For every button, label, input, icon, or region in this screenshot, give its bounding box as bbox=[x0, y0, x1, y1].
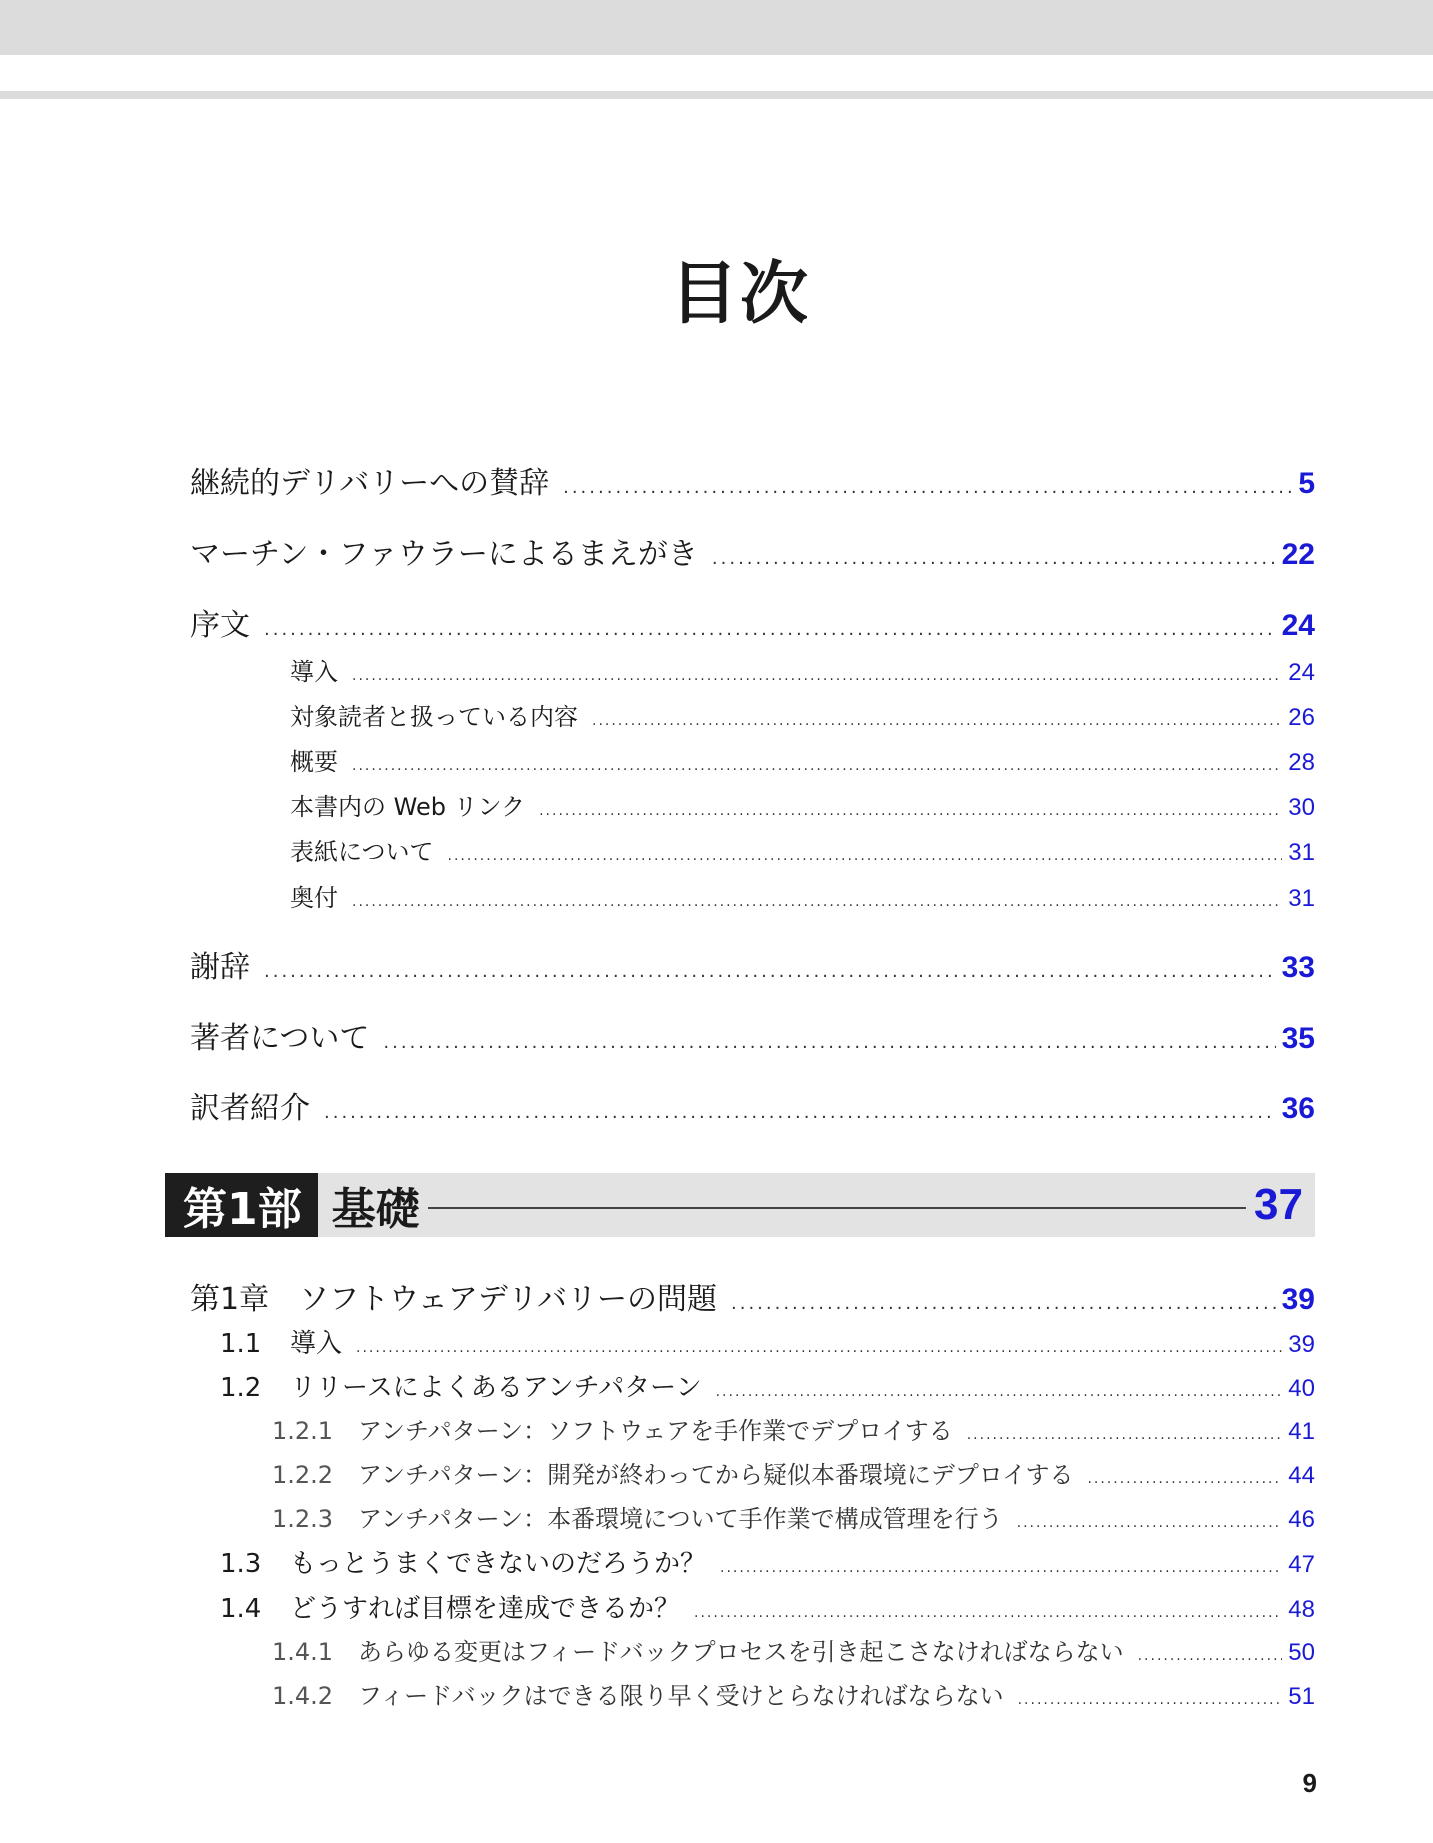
toc-entry-page: 5 bbox=[1298, 467, 1315, 500]
toc-entry-page: 33 bbox=[1281, 951, 1315, 984]
toc-entry[interactable] bbox=[190, 942, 1315, 986]
section-page: 39 bbox=[1288, 1331, 1315, 1358]
toc-entry[interactable] bbox=[190, 1013, 1315, 1057]
subsection-label: あらゆる変更はフィードバックプロセスを引き起こさなければならない bbox=[358, 1638, 1124, 1666]
toc-subentry[interactable] bbox=[290, 832, 1315, 867]
chapter-label: 第1章 ソフトウェアデリバリーの問題 bbox=[190, 1282, 717, 1317]
toc-subsection[interactable] bbox=[272, 1411, 1315, 1446]
part-rule bbox=[428, 1207, 1246, 1209]
subsection-page: 50 bbox=[1288, 1639, 1315, 1666]
subsection-label: アンチパターン：開発が終わってから疑似本番環境にデプロイする bbox=[358, 1461, 1074, 1489]
toc-subsection[interactable] bbox=[272, 1632, 1315, 1667]
toc-entry-label: 導入 bbox=[290, 658, 338, 686]
toc-section[interactable] bbox=[220, 1323, 1315, 1360]
toc-entry-page: 30 bbox=[1288, 794, 1315, 821]
toc-entry-page: 24 bbox=[1281, 609, 1315, 642]
dot-leader bbox=[731, 1293, 1276, 1314]
dot-leader bbox=[352, 668, 1282, 684]
toc-entry-page: 31 bbox=[1288, 885, 1315, 912]
dot-leader bbox=[1017, 1515, 1283, 1531]
subsection-label: アンチパターン：本番環境について手作業で構成管理を行う bbox=[358, 1505, 1003, 1533]
part-heading[interactable] bbox=[165, 1173, 1315, 1237]
toc-entry-label: 本書内の Web リンク bbox=[290, 793, 526, 821]
section-label: もっとうまくできないのだろうか？ bbox=[290, 1549, 707, 1579]
toc-subentry[interactable] bbox=[290, 787, 1315, 822]
toc-entry-label: 概要 bbox=[290, 748, 338, 776]
dot-leader bbox=[539, 803, 1282, 819]
dot-leader bbox=[694, 1605, 1282, 1621]
toc-entry-page: 36 bbox=[1281, 1092, 1315, 1125]
dot-leader bbox=[383, 1032, 1275, 1053]
toc-entry-label: 著者について bbox=[190, 1021, 370, 1056]
subsection-page: 51 bbox=[1288, 1683, 1315, 1710]
dot-leader bbox=[448, 848, 1283, 864]
section-label: どうすれば目標を達成できるか？ bbox=[290, 1594, 681, 1624]
subsection-page: 41 bbox=[1288, 1418, 1315, 1445]
toc-entry-page: 28 bbox=[1288, 749, 1315, 776]
toc-entry[interactable] bbox=[190, 529, 1315, 573]
toc-subsection[interactable] bbox=[272, 1499, 1315, 1534]
toc-subentry[interactable] bbox=[290, 742, 1315, 777]
subsection-number: 1.2.3 bbox=[272, 1505, 334, 1533]
toc-entry-page: 35 bbox=[1281, 1022, 1315, 1055]
toc-entry-label: 奥付 bbox=[290, 884, 338, 912]
section-label: リリースによくあるアンチパターン bbox=[290, 1373, 702, 1403]
toc-entry[interactable] bbox=[190, 458, 1315, 502]
toc-entry-page: 26 bbox=[1288, 704, 1315, 731]
part-title: 基礎 bbox=[331, 1184, 420, 1235]
toc-entry-label: 訳者紹介 bbox=[190, 1091, 310, 1126]
toc-subsection[interactable] bbox=[272, 1676, 1315, 1711]
dot-leader bbox=[1087, 1471, 1282, 1487]
subsection-number: 1.4.2 bbox=[272, 1682, 334, 1710]
dot-leader bbox=[1018, 1692, 1283, 1708]
toc-entry-label: マーチン・ファウラーによるまえがき bbox=[190, 537, 698, 572]
dot-leader bbox=[324, 1102, 1276, 1123]
toc-section[interactable] bbox=[220, 1543, 1315, 1580]
section-number: 1.3 bbox=[220, 1549, 262, 1579]
dot-leader bbox=[1138, 1648, 1283, 1664]
toc-entry-page: 31 bbox=[1288, 839, 1315, 866]
toc-entry-page: 22 bbox=[1281, 538, 1315, 571]
subsection-number: 1.4.1 bbox=[272, 1638, 334, 1666]
page-number: 9 bbox=[1302, 1768, 1317, 1798]
toc-section[interactable] bbox=[220, 1588, 1315, 1625]
section-page: 48 bbox=[1288, 1596, 1315, 1623]
section-number: 1.1 bbox=[220, 1329, 262, 1359]
toc-entry-label: 対象読者と扱っている内容 bbox=[290, 703, 578, 731]
section-number: 1.2 bbox=[220, 1373, 262, 1403]
section-page: 40 bbox=[1288, 1375, 1315, 1402]
subsection-page: 46 bbox=[1288, 1506, 1315, 1533]
toc-chapter[interactable] bbox=[190, 1274, 1315, 1318]
dot-leader bbox=[352, 758, 1282, 774]
subsection-label: アンチパターン：ソフトウェアを手作業でデプロイする bbox=[358, 1417, 953, 1445]
toc-entry[interactable] bbox=[190, 1083, 1315, 1127]
toc-section[interactable] bbox=[220, 1367, 1315, 1404]
subsection-page: 44 bbox=[1288, 1462, 1315, 1489]
dot-leader bbox=[356, 1340, 1282, 1356]
part-number-tag: 第1部 bbox=[165, 1173, 318, 1237]
dot-leader bbox=[967, 1427, 1283, 1443]
page-title: 目次 bbox=[669, 255, 810, 334]
dot-leader bbox=[563, 477, 1292, 498]
dot-leader bbox=[352, 894, 1282, 910]
section-label: 導入 bbox=[290, 1329, 343, 1359]
subsection-number: 1.2.2 bbox=[272, 1461, 334, 1489]
dot-leader bbox=[720, 1560, 1282, 1576]
toc-subentry[interactable] bbox=[290, 652, 1315, 687]
toc-entry-label: 序文 bbox=[190, 608, 250, 643]
section-page: 47 bbox=[1288, 1551, 1315, 1578]
subsection-number: 1.2.1 bbox=[272, 1417, 334, 1445]
subsection-label: フィードバックはできる限り早く受けとらなければならない bbox=[358, 1682, 1004, 1710]
dot-leader bbox=[716, 1384, 1283, 1400]
section-number: 1.4 bbox=[220, 1594, 262, 1624]
dot-leader bbox=[264, 961, 1276, 982]
toc-subentry[interactable] bbox=[290, 878, 1315, 913]
toc-entry-label: 謝辞 bbox=[190, 950, 250, 985]
dot-leader bbox=[592, 713, 1282, 729]
toc-entry-label: 表紙について bbox=[290, 838, 434, 866]
dot-leader bbox=[712, 548, 1276, 569]
chapter-page: 39 bbox=[1281, 1283, 1315, 1316]
toc-entry-page: 24 bbox=[1288, 659, 1315, 686]
toc-entry[interactable] bbox=[190, 600, 1315, 644]
part-page: 37 bbox=[1254, 1180, 1303, 1229]
toc-entry-label: 継続的デリバリーへの賛辞 bbox=[190, 466, 550, 501]
dot-leader bbox=[264, 619, 1276, 640]
toc-subsection[interactable] bbox=[272, 1455, 1315, 1490]
toc-subentry[interactable] bbox=[290, 697, 1315, 732]
table-of-contents bbox=[190, 0, 1315, 1843]
